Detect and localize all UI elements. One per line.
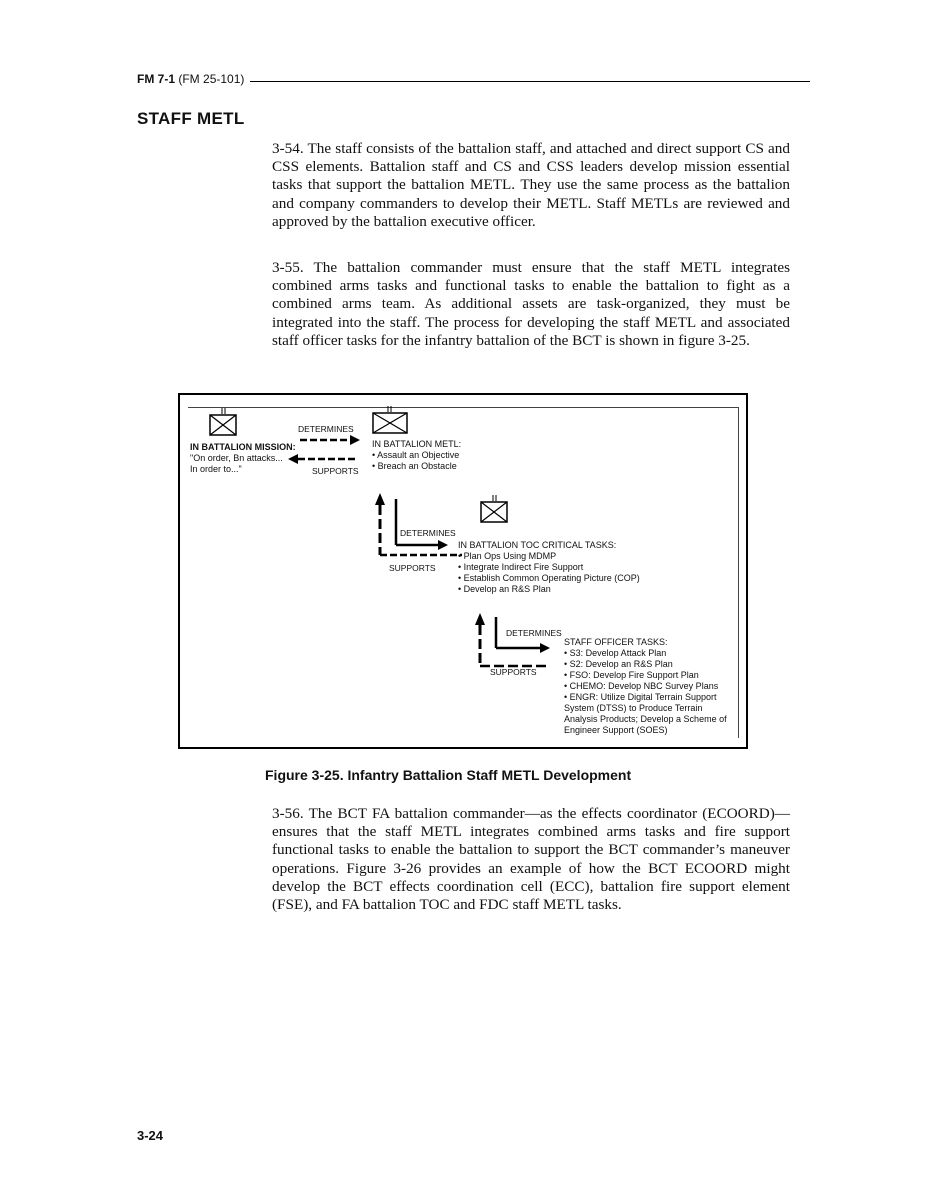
- battalion-mission-block: [190, 442, 296, 475]
- staff-task-fso: • FSO: Develop Fire Support Plan: [564, 670, 699, 680]
- manual-alt-number: (FM 25-101): [178, 72, 245, 86]
- supports-label-2: SUPPORTS: [389, 563, 436, 573]
- battalion-mission-heading: IN BATTALION MISSION:: [190, 442, 296, 452]
- section-title: STAFF METL: [137, 109, 245, 128]
- header-text: [137, 72, 250, 86]
- toc-task-4: • Develop an R&S Plan: [458, 584, 551, 594]
- battalion-metl-block: [372, 439, 461, 472]
- determines-label-2: DETERMINES: [400, 528, 456, 538]
- staff-officer-tasks-block: [564, 637, 734, 736]
- toc-task-1: • Plan Ops Using MDMP: [458, 551, 557, 561]
- staff-task-engr: • ENGR: Utilize Digital Terrain Support System (DTSS) to Produce Terrain Analysis Products; Develop a Scheme of Engineer Support (SOES): [564, 692, 727, 735]
- determines-arrow-2: [396, 499, 448, 550]
- toc-task-2: • Integrate Indirect Fire Support: [458, 562, 584, 572]
- supports-arrow-3: [475, 613, 550, 666]
- battalion-mission-line-2: In order to...": [190, 464, 242, 474]
- battalion-mission-line-1: "On order, Bn attacks...: [190, 453, 283, 463]
- supports-label-3: SUPPORTS: [490, 667, 537, 677]
- paragraph-3-55: 3-55. The battalion commander must ensure that the staff METL integrates combined arms tasks and functional tasks to enable the battalion to fight as a combined arms team. As additional assets are task-organized, they must be integrated into the staff. The process for developing the staff METL and associated staff officer tasks for the infantry battalion of the BCT is shown in figure 3-25.: [272, 259, 790, 349]
- determines-label-1: DETERMINES: [298, 424, 354, 434]
- infantry-unit-symbol-2: [373, 406, 407, 433]
- staff-task-s3: • S3: Develop Attack Plan: [564, 648, 667, 658]
- page-number: 3-24: [137, 1128, 164, 1143]
- determines-label-3: DETERMINES: [506, 628, 562, 638]
- determines-arrow-1: [300, 435, 360, 445]
- battalion-metl-heading: IN BATTALION METL:: [372, 439, 462, 449]
- infantry-unit-symbol-3: [481, 495, 507, 522]
- paragraph-3-56: 3-56. The BCT FA battalion commander—as the effects coordinator (ECOORD)—ensures that the staff METL integrates combined arms tasks and fire support functional tasks to enable the battalion to support the BCT commander’s maneuver operations. Figure 3-26 provides an example of how the BCT ECOORD might develop the BCT effects coordination cell (ECC), battalion fire support element (FSE), and FA battalion TOC and FDC staff METL tasks.: [272, 805, 790, 914]
- figure-3-25: [178, 393, 748, 749]
- supports-label-1: SUPPORTS: [312, 466, 359, 476]
- manual-number: FM 7-1: [137, 72, 176, 86]
- toc-tasks-block: [458, 540, 640, 595]
- staff-tasks-heading: STAFF OFFICER TASKS:: [564, 637, 668, 647]
- supports-arrow-1: [288, 454, 358, 464]
- staff-task-s2: • S2: Develop an R&S Plan: [564, 659, 673, 669]
- figure-caption: Figure 3-25. Infantry Battalion Staff METL Development: [265, 767, 632, 783]
- battalion-metl-item-2: • Breach an Obstacle: [372, 461, 457, 471]
- staff-task-chemo: • CHEMO: Develop NBC Survey Plans: [564, 681, 719, 691]
- infantry-unit-symbol-1: [210, 408, 236, 435]
- paragraph-3-54: 3-54. The staff consists of the battalion staff, and attached and direct support CS and CSS elements. Battalion staff and CS and CSS leaders develop mission essential tasks that support the battalion METL. They use the same process as the battalion and company commanders to develop their METL. Staff METLs are reviewed and approved by the battalion executive officer.: [272, 140, 790, 230]
- battalion-metl-item-1: • Assault an Objective: [372, 450, 460, 460]
- running-header: [137, 72, 810, 92]
- toc-tasks-heading: IN BATTALION TOC CRITICAL TASKS:: [458, 540, 617, 550]
- toc-task-3: • Establish Common Operating Picture (COP): [458, 573, 640, 583]
